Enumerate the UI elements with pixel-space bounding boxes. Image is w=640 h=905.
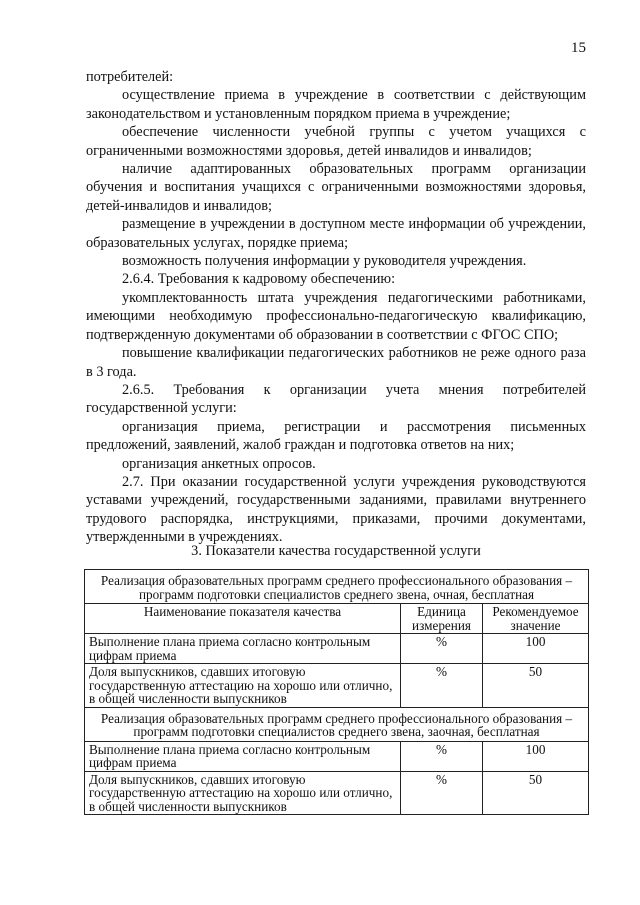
table-block-title-row [85,707,589,741]
paragraph: 2.7. При оказании государственной услуги учреждения руководствуются уставами учреждений, государственными заданиями, правилами внутреннего трудового распорядка, инструкциями, приказами, прочими документами, утвержденными в учреждениях. [86,473,586,546]
unit-cell: % [401,634,483,664]
paragraph: 2.6.5. Требования к организации учета мнения потребителей государственной услуги: [86,381,586,417]
indicator-cell: Доля выпускников, сдавших итоговую государственную аттестацию на хорошо или отлично, в общей численности выпускников [85,664,401,708]
table-row [85,771,589,815]
block-title: Реализация образовательных программ среднего профессионального образования – программ подготовки специалистов среднего звена, заочная, бесплатная [85,707,589,741]
value-cell: 100 [483,634,589,664]
table-row [85,664,589,708]
unit-cell: % [401,741,483,771]
value-cell: 50 [483,664,589,708]
paragraph: 2.6.4. Требования к кадровому обеспечению: [122,271,396,288]
header-unit: Единица измерения [401,604,483,634]
indicator-cell: Выполнение плана приема согласно контрольным цифрам приема [85,741,401,771]
paragraph: организация приема, регистрации и рассмотрения письменных предложений, заявлений, жалоб граждан и подготовка ответов на них; [86,418,586,454]
page-number: 15 [571,40,586,56]
paragraph: потребителей: [86,69,174,85]
quality-indicators-table [84,569,589,815]
header-recommended: Рекомендуемое значение [483,604,589,634]
paragraph: обеспечение численности учебной группы с учетом учащихся с ограниченными возможностями здоровья, детей инвалидов и инвалидов; [86,124,586,159]
indicator-cell: Доля выпускников, сдавших итоговую государственную аттестацию на хорошо или отлично, в общей численности выпускников [85,771,401,815]
paragraph: размещение в учреждении в доступном месте информации об учреждении, образовательных услугах, порядке приема; [86,216,586,251]
body-text [86,68,586,547]
table-row [85,634,589,664]
paragraph: организация анкетных опросов. [122,455,316,472]
section-heading: 3. Показатели качества государственной услуги [191,543,481,559]
paragraph: наличие адаптированных образовательных программ организации обучения и воспитания учащихся с ограниченными возможностями здоровья, детей-инвалидов и инвалидов; [86,161,586,214]
indicator-cell: Выполнение плана приема согласно контрольным цифрам приема [85,634,401,664]
paragraph: осуществление приема в учреждение в соответствии с действующим законодательством и установленным порядком приема в учреждение; [86,87,586,122]
unit-cell: % [401,664,483,708]
paragraph: укомплектованность штата учреждения педагогическими работниками, имеющими необходимую профессионально-педагогическую квалификацию, подтвержденную документами об образовании в соответствии с ФГОС СПО; [86,289,586,343]
table-row [85,741,589,771]
table-header-row [85,604,589,634]
unit-cell: % [401,771,483,815]
block-title: Реализация образовательных программ среднего профессионального образования – программ подготовки специалистов среднего звена, очная, бесплатная [85,570,589,604]
table-block-title-row [85,570,589,604]
paragraph: повышение квалификации педагогических работников не реже одного раза в 3 года. [86,345,586,380]
value-cell: 100 [483,741,589,771]
value-cell: 50 [483,771,589,815]
header-indicator: Наименование показателя качества [85,604,401,634]
paragraph: возможность получения информации у руководителя учреждения. [122,253,527,270]
